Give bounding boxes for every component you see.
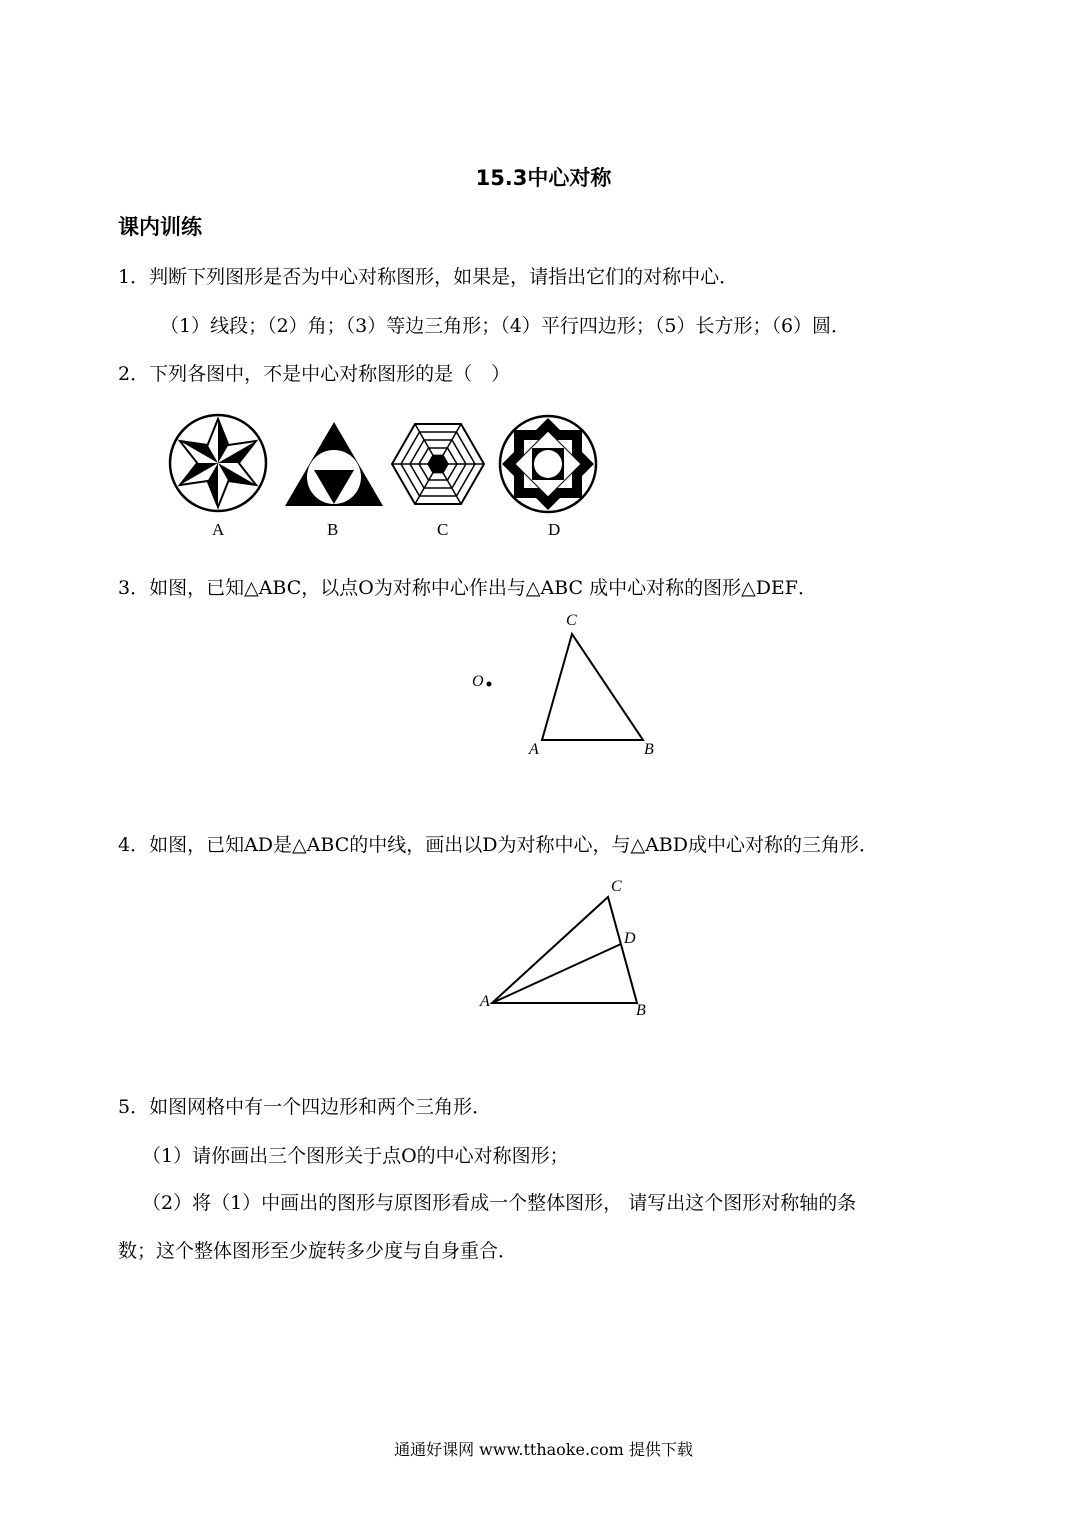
question-2-text: 2．下列各图中，不是中心对称图形的是（ ） — [118, 363, 511, 385]
question-5-part-1: （1）请你画出三个图形关于点O的中心对称图形； — [142, 1145, 569, 1167]
question-5-text: 5．如图网格中有一个四边形和两个三角形． — [118, 1096, 492, 1118]
question-4-text: 4．如图，已知AD是△ABC的中线，画出以D为对称中心，与△ABD成中心对称的三角形． — [118, 834, 878, 856]
figure-a-label: A — [212, 520, 225, 539]
question-1-text: 1．判断下列图形是否为中心对称图形，如果是，请指出它们的对称中心． — [118, 266, 739, 288]
section-heading: 课内训练 — [118, 215, 202, 239]
q4-point-a-label: A — [480, 993, 490, 1010]
q4-point-b-label: B — [636, 1002, 646, 1019]
question-3-text: 3．如图，已知△ABC，以点O为对称中心作出与△ABC 成中心对称的图形△DEF． — [118, 577, 817, 599]
q4-point-d-label: D — [624, 930, 636, 947]
question-1-items: （1）线段；（2）角；（3）等边三角形；（4）平行四边形；（5）长方形；（6）圆． — [160, 315, 851, 337]
question-5-part-2-line-1: （2）将（1）中画出的图形与原图形看成一个整体图形， 请写出这个图形对称轴的条 — [142, 1192, 857, 1214]
figure-b-label: B — [327, 520, 339, 539]
point-o-label: O — [472, 673, 484, 690]
page-footer: 通通好课网 www.tthaoke.com 提供下载 — [394, 1440, 693, 1459]
question-5-part-2-line-2: 数；这个整体图形至少旋转多少度与自身重合． — [118, 1240, 518, 1262]
point-a-label: A — [529, 741, 539, 758]
point-o-dot — [487, 682, 492, 687]
point-c-label: C — [566, 612, 577, 629]
figure-c-label: C — [437, 520, 449, 539]
q4-point-c-label: C — [611, 878, 622, 895]
page-title: 15.3中心对称 — [475, 166, 612, 190]
figure-d-label: D — [548, 520, 561, 539]
point-b-label: B — [644, 741, 654, 758]
